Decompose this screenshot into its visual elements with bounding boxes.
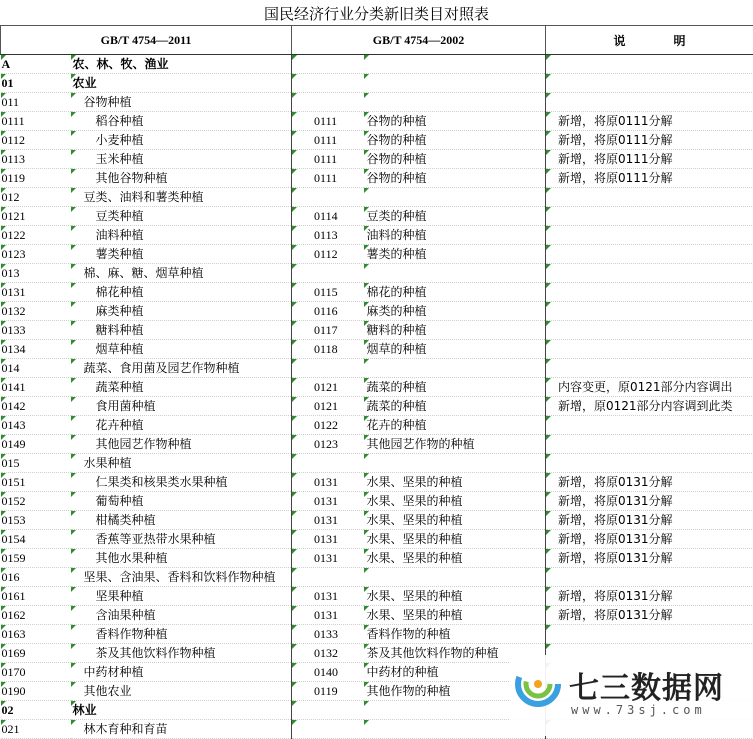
new-code-cell: 0163 — [1, 625, 71, 644]
new-name-cell: 葡萄种植 — [71, 492, 292, 511]
note-cell — [546, 416, 753, 435]
old-name-cell: 油料的种植 — [364, 226, 546, 245]
old-name-cell — [364, 93, 546, 112]
new-code-cell: 01 — [1, 74, 71, 93]
old-code-cell: 0116 — [292, 302, 364, 321]
new-code-cell: 013 — [1, 264, 71, 283]
new-name-cell: 茶及其他饮料作物种植 — [71, 644, 292, 663]
table-row — [1, 511, 753, 530]
note-cell — [546, 264, 753, 283]
old-name-cell: 其他作物的种植 — [364, 682, 546, 701]
new-name-cell: 蔬菜、食用菌及园艺作物种植 — [71, 359, 292, 378]
new-name-cell: 含油果种植 — [71, 606, 292, 625]
old-code-cell: 0111 — [292, 150, 364, 169]
old-code-cell: 0111 — [292, 112, 364, 131]
table-row — [1, 131, 753, 150]
old-name-cell: 谷物的种植 — [364, 131, 546, 150]
old-code-cell: 0115 — [292, 283, 364, 302]
old-name-cell: 蔬菜的种植 — [364, 378, 546, 397]
old-name-cell: 蔬菜的种植 — [364, 397, 546, 416]
old-name-cell: 茶及其他饮料作物的种植 — [364, 644, 546, 663]
note-cell: 新增，将原0111分解 — [546, 150, 753, 169]
header-note: 说 明 — [546, 26, 753, 55]
old-code-cell: 0131 — [292, 511, 364, 530]
page-title: 国民经济行业分类新旧类目对照表 — [0, 0, 753, 24]
note-cell — [546, 359, 753, 378]
new-code-cell: 011 — [1, 93, 71, 112]
new-code-cell: 015 — [1, 454, 71, 473]
note-cell — [546, 74, 753, 93]
note-cell: 新增，将原0131分解 — [546, 606, 753, 625]
note-cell — [546, 55, 753, 74]
new-name-cell: 玉米种植 — [71, 150, 292, 169]
new-name-cell: 仁果类和核果类水果种植 — [71, 473, 292, 492]
new-name-cell: 豆类、油料和薯类种植 — [71, 188, 292, 207]
old-name-cell: 豆类的种植 — [364, 207, 546, 226]
old-name-cell: 水果、坚果的种植 — [364, 511, 546, 530]
old-name-cell: 糖料的种植 — [364, 321, 546, 340]
new-code-cell: 0152 — [1, 492, 71, 511]
old-code-cell: 0113 — [292, 226, 364, 245]
new-name-cell: 农、林、牧、渔业 — [71, 55, 292, 74]
old-name-cell: 谷物的种植 — [364, 150, 546, 169]
new-code-cell: 02 — [1, 701, 71, 720]
new-name-cell: 林业 — [71, 701, 292, 720]
new-code-cell: 0141 — [1, 378, 71, 397]
new-name-cell: 豆类种植 — [71, 207, 292, 226]
new-code-cell: 0111 — [1, 112, 71, 131]
new-name-cell: 其他谷物种植 — [71, 169, 292, 188]
old-name-cell: 谷物的种植 — [364, 112, 546, 131]
table-row — [1, 74, 753, 93]
old-code-cell: 0131 — [292, 549, 364, 568]
old-code-cell: 0131 — [292, 587, 364, 606]
new-name-cell: 食用菌种植 — [71, 397, 292, 416]
new-code-cell: 0149 — [1, 435, 71, 454]
old-code-cell — [292, 93, 364, 112]
old-code-cell: 0123 — [292, 435, 364, 454]
old-code-cell: 0131 — [292, 473, 364, 492]
note-cell: 新增，原0121部分内容调到此类 — [546, 397, 753, 416]
new-name-cell: 蔬菜种植 — [71, 378, 292, 397]
new-code-cell: 0154 — [1, 530, 71, 549]
new-name-cell: 薯类种植 — [71, 245, 292, 264]
old-code-cell: 0112 — [292, 245, 364, 264]
table-row — [1, 530, 753, 549]
new-code-cell: 0169 — [1, 644, 71, 663]
old-code-cell: 0117 — [292, 321, 364, 340]
old-code-cell — [292, 55, 364, 74]
new-code-cell: 0162 — [1, 606, 71, 625]
old-name-cell: 麻类的种植 — [364, 302, 546, 321]
new-code-cell: A — [1, 55, 71, 74]
new-code-cell: 0122 — [1, 226, 71, 245]
new-name-cell: 其他水果种植 — [71, 549, 292, 568]
new-code-cell: 0161 — [1, 587, 71, 606]
note-cell: 新增，将原0131分解 — [546, 511, 753, 530]
old-code-cell: 0131 — [292, 530, 364, 549]
table-row — [1, 112, 753, 131]
table-row — [1, 492, 753, 511]
old-code-cell: 0121 — [292, 397, 364, 416]
category-table — [0, 25, 753, 739]
old-code-cell: 0111 — [292, 131, 364, 150]
old-name-cell: 香料作物的种植 — [364, 625, 546, 644]
old-name-cell — [364, 55, 546, 74]
old-name-cell: 水果、坚果的种植 — [364, 530, 546, 549]
table-row — [1, 435, 753, 454]
new-name-cell: 谷物种植 — [71, 93, 292, 112]
header-new-standard: GB/T 4754—2011 — [1, 26, 292, 55]
note-cell: 新增，将原0131分解 — [546, 530, 753, 549]
old-code-cell — [292, 568, 364, 587]
new-code-cell: 0170 — [1, 663, 71, 682]
old-code-cell — [292, 74, 364, 93]
new-name-cell: 稻谷种植 — [71, 112, 292, 131]
old-name-cell: 中药材的种植 — [364, 663, 546, 682]
table-row — [1, 150, 753, 169]
table-row — [1, 93, 753, 112]
table-row — [1, 473, 753, 492]
old-name-cell: 薯类的种植 — [364, 245, 546, 264]
new-code-cell: 0123 — [1, 245, 71, 264]
note-cell — [546, 188, 753, 207]
old-name-cell: 水果、坚果的种植 — [364, 549, 546, 568]
table-row — [1, 378, 753, 397]
watermark-url: www.73sj.com — [571, 703, 706, 717]
new-code-cell: 012 — [1, 188, 71, 207]
note-cell — [546, 321, 753, 340]
note-cell — [546, 340, 753, 359]
table-row — [1, 245, 753, 264]
note-cell: 新增，将原0111分解 — [546, 169, 753, 188]
old-code-cell: 0132 — [292, 644, 364, 663]
old-name-cell: 棉花的种植 — [364, 283, 546, 302]
old-name-cell: 水果、坚果的种植 — [364, 473, 546, 492]
old-name-cell: 水果、坚果的种植 — [364, 492, 546, 511]
new-code-cell: 0153 — [1, 511, 71, 530]
old-code-cell: 0131 — [292, 492, 364, 511]
table-row — [1, 340, 753, 359]
table-row — [1, 359, 753, 378]
old-code-cell — [292, 264, 364, 283]
watermark-brand: 七三数据网 — [569, 663, 724, 707]
note-cell: 新增，将原0131分解 — [546, 473, 753, 492]
old-code-cell: 0133 — [292, 625, 364, 644]
new-code-cell: 0113 — [1, 150, 71, 169]
note-cell: 新增，将原0111分解 — [546, 112, 753, 131]
header-old-standard: GB/T 4754—2002 — [292, 26, 546, 55]
old-name-cell — [364, 188, 546, 207]
new-code-cell: 0132 — [1, 302, 71, 321]
new-name-cell: 坚果、含油果、香料和饮料作物种植 — [71, 568, 292, 587]
note-cell — [546, 435, 753, 454]
old-code-cell — [292, 359, 364, 378]
new-name-cell: 香料作物种植 — [71, 625, 292, 644]
new-code-cell: 021 — [1, 720, 71, 739]
logo-swirl-icon — [515, 661, 561, 707]
note-cell — [546, 93, 753, 112]
new-code-cell: 0159 — [1, 549, 71, 568]
new-name-cell: 麻类种植 — [71, 302, 292, 321]
table-row — [1, 188, 753, 207]
note-cell — [546, 283, 753, 302]
old-name-cell: 谷物的种植 — [364, 169, 546, 188]
table-row — [1, 302, 753, 321]
table-row — [1, 587, 753, 606]
old-code-cell — [292, 454, 364, 473]
note-cell — [546, 207, 753, 226]
old-code-cell: 0121 — [292, 378, 364, 397]
old-name-cell — [364, 264, 546, 283]
old-code-cell: 0122 — [292, 416, 364, 435]
table-row — [1, 454, 753, 473]
old-code-cell: 0131 — [292, 606, 364, 625]
old-code-cell: 0111 — [292, 169, 364, 188]
new-name-cell: 柑橘类种植 — [71, 511, 292, 530]
table-row — [1, 226, 753, 245]
table-row — [1, 169, 753, 188]
old-name-cell — [364, 74, 546, 93]
new-code-cell: 0151 — [1, 473, 71, 492]
new-code-cell: 0143 — [1, 416, 71, 435]
note-cell: 内容变更，原0121部分内容调出 — [546, 378, 753, 397]
new-name-cell: 棉、麻、糖、烟草种植 — [71, 264, 292, 283]
old-name-cell: 其他园艺作物的种植 — [364, 435, 546, 454]
new-code-cell: 0142 — [1, 397, 71, 416]
old-code-cell: 0119 — [292, 682, 364, 701]
old-code-cell — [292, 701, 364, 720]
new-code-cell: 0133 — [1, 321, 71, 340]
old-code-cell: 0114 — [292, 207, 364, 226]
new-code-cell: 0121 — [1, 207, 71, 226]
note-cell: 新增，将原0131分解 — [546, 587, 753, 606]
new-code-cell: 014 — [1, 359, 71, 378]
old-name-cell: 水果、坚果的种植 — [364, 606, 546, 625]
note-cell — [546, 625, 753, 644]
old-code-cell: 0118 — [292, 340, 364, 359]
watermark — [509, 655, 753, 736]
new-name-cell: 坚果种植 — [71, 587, 292, 606]
new-name-cell: 其他农业 — [71, 682, 292, 701]
new-code-cell: 016 — [1, 568, 71, 587]
table-row — [1, 606, 753, 625]
new-name-cell: 水果种植 — [71, 454, 292, 473]
table-body — [1, 55, 753, 739]
old-name-cell — [364, 359, 546, 378]
new-code-cell: 0131 — [1, 283, 71, 302]
table-row — [1, 416, 753, 435]
old-code-cell — [292, 188, 364, 207]
new-name-cell: 林木育种和育苗 — [71, 720, 292, 739]
table-row — [1, 397, 753, 416]
new-name-cell: 花卉种植 — [71, 416, 292, 435]
old-name-cell — [364, 454, 546, 473]
table-row — [1, 549, 753, 568]
note-cell — [546, 245, 753, 264]
note-cell: 新增，将原0111分解 — [546, 131, 753, 150]
note-cell — [546, 226, 753, 245]
new-name-cell: 小麦种植 — [71, 131, 292, 150]
old-name-cell: 烟草的种植 — [364, 340, 546, 359]
note-cell: 新增，将原0131分解 — [546, 492, 753, 511]
new-name-cell: 香蕉等亚热带水果种植 — [71, 530, 292, 549]
table-row — [1, 283, 753, 302]
new-code-cell: 0112 — [1, 131, 71, 150]
old-code-cell: 0140 — [292, 663, 364, 682]
new-name-cell: 其他园艺作物种植 — [71, 435, 292, 454]
table-header-row — [1, 26, 753, 55]
note-cell — [546, 454, 753, 473]
table-row — [1, 321, 753, 340]
table-row — [1, 625, 753, 644]
note-cell: 新增，将原0131分解 — [546, 549, 753, 568]
new-name-cell: 油料种植 — [71, 226, 292, 245]
table-row — [1, 207, 753, 226]
new-code-cell: 0134 — [1, 340, 71, 359]
new-name-cell: 农业 — [71, 74, 292, 93]
table-row — [1, 264, 753, 283]
table-row — [1, 55, 753, 74]
new-name-cell: 糖料种植 — [71, 321, 292, 340]
new-code-cell: 0190 — [1, 682, 71, 701]
note-cell — [546, 568, 753, 587]
table-row — [1, 568, 753, 587]
old-name-cell: 水果、坚果的种植 — [364, 587, 546, 606]
new-name-cell: 棉花种植 — [71, 283, 292, 302]
new-name-cell: 烟草种植 — [71, 340, 292, 359]
new-name-cell: 中药材种植 — [71, 663, 292, 682]
old-name-cell: 花卉的种植 — [364, 416, 546, 435]
note-cell — [546, 302, 753, 321]
new-code-cell: 0119 — [1, 169, 71, 188]
old-name-cell — [364, 568, 546, 587]
